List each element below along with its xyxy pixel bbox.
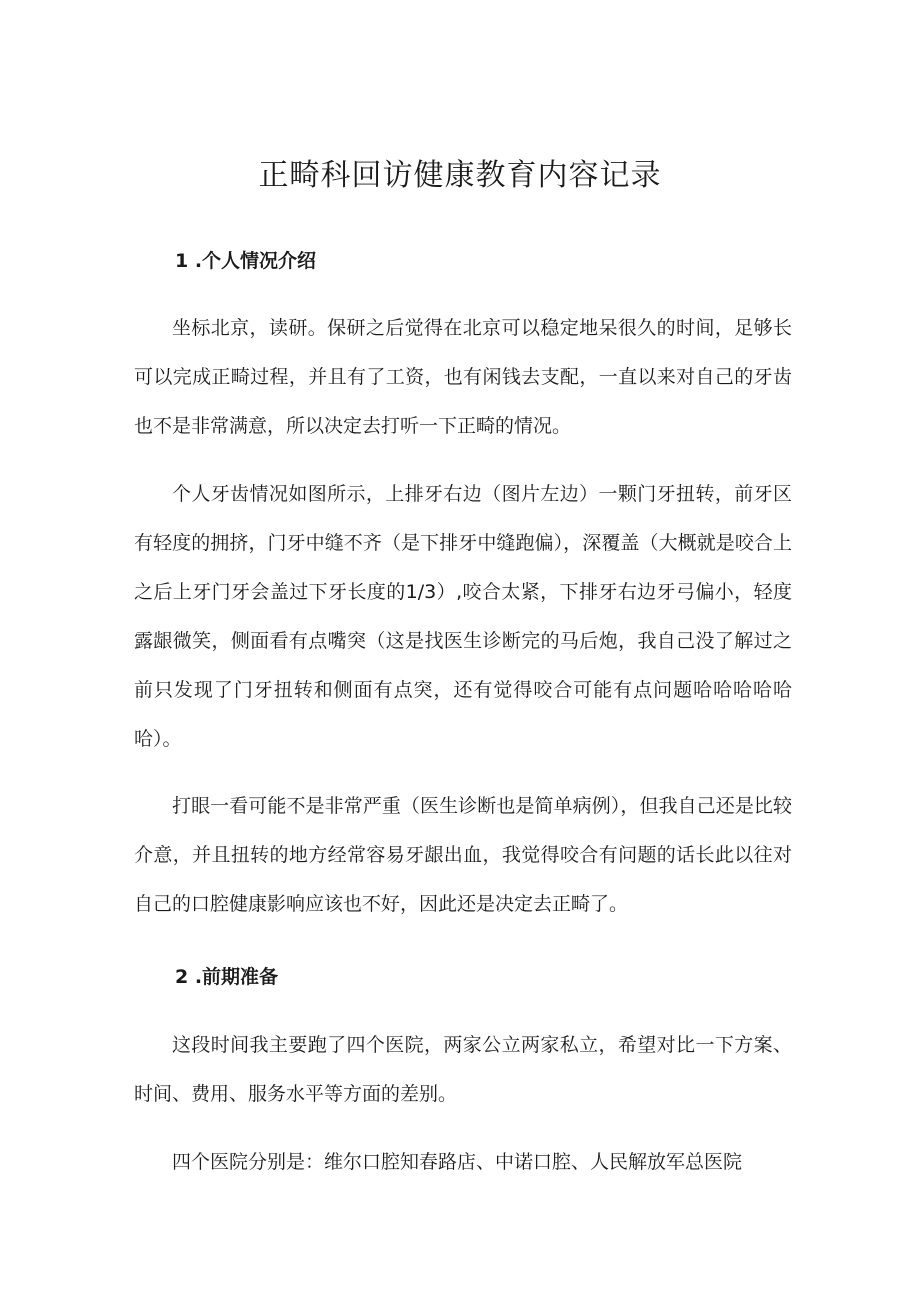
section-heading-personal-intro: 1 .个人情况介绍 [175,250,317,272]
section-heading-preparation: 2 .前期准备 [175,966,279,988]
paragraph-hospitals-visited: 这段时间我主要跑了四个医院，两家公立两家私立，希望对比一下方案、时间、费用、服务水平等方面的差别。 [134,1034,792,1105]
document-title: 正畸科回访健康教育内容记录 [258,158,662,193]
paragraph-hospital-list: 四个医院分别是：维尔口腔知春路店、中诺口腔、人民解放军总医院 [172,1151,743,1173]
paragraph-background: 坐标北京，读研。保研之后觉得在北京可以稳定地呆很久的时间，足够长可以完成正畸过程，并且有了工资，也有闲钱去支配，一直以来对自己的牙齿也不是非常满意，所以决定去打听一下正畸的情况。 [134,317,792,437]
paragraph-decision: 打眼一看可能不是非常严重（医生诊断也是简单病例），但我自己还是比较介意，并且扭转的地方经常容易牙龈出血，我觉得咬合有问题的话长此以往对自己的口腔健康影响应该也不好，因此还是决定去正畸了。 [134,795,792,915]
paragraph-teeth-condition: 个人牙齿情况如图所示，上排牙右边（图片左边）一颗门牙扭转，前牙区有轻度的拥挤，门牙中缝不齐（是下排牙中缝跑偏），深覆盖（大概就是咬合上之后上牙门牙会盖过下牙长度的1/3）,咬合太紧，下排牙右边牙弓偏小，轻度露龈微笑，侧面看有点嘴突（这是找医生诊断完的马后炮，我自己没了解过之前只发现了门牙扭转和侧面有点突，还有觉得咬合可能有点问题哈哈哈哈哈哈）。 [134,483,792,750]
